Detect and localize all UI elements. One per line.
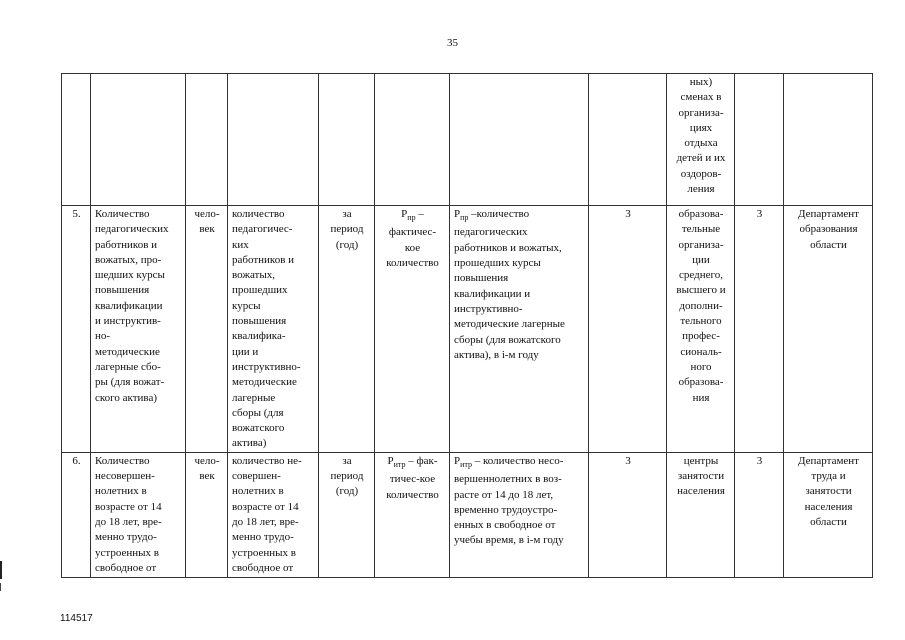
symbol-subscript: итр xyxy=(393,459,406,469)
cell-text-line: (год) xyxy=(335,485,359,498)
cell-text-line: век xyxy=(199,470,215,483)
cell-text-line: кое xyxy=(404,241,421,254)
cell-text-line: ния xyxy=(692,391,710,404)
cell-text-line: количество не- xyxy=(232,454,302,467)
cell-text-line: учебы время, в i-м году xyxy=(454,534,564,547)
cell-text-line: сборы (для xyxy=(232,406,284,419)
definition-cell xyxy=(228,452,319,577)
cell-text-line: ного xyxy=(690,360,712,373)
cell-text-line: свободное от xyxy=(232,561,294,574)
cell-text-line: возрасте от 14 xyxy=(95,500,162,513)
cell-text-line: устроенных в xyxy=(232,546,296,559)
cell-text-line: курсы xyxy=(232,299,261,312)
cell-text-line: области xyxy=(810,238,847,251)
cell-text-line: свободное от xyxy=(95,561,157,574)
cell-text-line: сиональ- xyxy=(680,345,722,358)
executor-cell xyxy=(784,452,873,577)
cell-text-line: период xyxy=(330,470,364,483)
cell-text-line: несовершен- xyxy=(95,470,155,483)
cell-text-line: повышения xyxy=(232,315,287,328)
cell-text-line: за xyxy=(342,208,352,220)
row-number: 5. xyxy=(62,206,91,453)
cell-text-line: ского актива) xyxy=(95,391,158,404)
symbol-subscript: итр xyxy=(460,459,472,469)
cell-text-line: возрасте от 14 xyxy=(232,500,299,513)
document-code: 114517 xyxy=(60,613,93,624)
cell-text-line: квалификации и xyxy=(454,287,531,300)
cell-text-line: временно трудоустро- xyxy=(454,503,558,516)
formula-cell xyxy=(450,206,589,453)
scan-margin-mark xyxy=(0,561,2,579)
table-row xyxy=(62,206,873,453)
unit-cell xyxy=(186,452,228,577)
indicator-name-cell xyxy=(91,206,186,453)
cell-text-line: и инструктив- xyxy=(95,315,161,328)
cell-text-line: работников и вожатых, xyxy=(454,241,562,254)
source-cell: 3 xyxy=(589,206,667,453)
cell-text-line: сборы (для вожатского xyxy=(454,333,561,346)
cell-text-line: $P_{пр}$ – xyxy=(401,208,424,223)
cell-text-line: вожатых, xyxy=(232,269,275,282)
cell-text-line: тельного xyxy=(680,315,722,328)
cell-text-line: нолетних в xyxy=(232,485,284,498)
cell-text-line: чело- xyxy=(194,208,220,220)
cell-text-line: $P_{итр}$ – количество несо- xyxy=(454,454,564,469)
unit-cell xyxy=(186,206,228,453)
formula-cell xyxy=(450,452,589,577)
page-number: 35 xyxy=(447,37,458,49)
executor-cell xyxy=(784,206,873,453)
cell-text-line: за xyxy=(342,454,352,467)
cell-text-line: прошедших курсы xyxy=(454,257,541,270)
symbol-cell xyxy=(375,452,450,577)
cell-text-line: отдыха xyxy=(684,137,718,150)
row-number: 6. xyxy=(62,452,91,577)
cell-text-line: повышения xyxy=(95,284,150,297)
cell-text-line: Количество xyxy=(95,208,150,220)
cell-text-line: центры xyxy=(683,454,719,467)
cell-text-line: количество xyxy=(386,257,439,270)
cell-text-line: тичес-кое xyxy=(389,473,436,486)
cell-text-line: циях xyxy=(689,121,713,134)
periodicity-cell: 3 xyxy=(735,206,784,453)
cell-text-line: ры (для вожат- xyxy=(95,376,165,389)
cell-text-line: ции и xyxy=(232,345,259,358)
cell-text-line: ких xyxy=(232,238,249,251)
indicator-name-cell xyxy=(91,452,186,577)
cell-text-line: актива), в i-м году xyxy=(454,348,539,361)
cell-text-line: образова- xyxy=(678,208,724,220)
continuation-cell xyxy=(667,74,735,206)
cell-text-line: среднего, xyxy=(679,269,723,282)
cell-text-line: квалификации xyxy=(95,299,163,312)
cell-text-line: занятости xyxy=(805,485,852,498)
cell-text-line: квалифика- xyxy=(232,330,286,343)
cell-text-line: работников и xyxy=(95,238,158,251)
cell-text-line: инструктивно- xyxy=(232,360,301,373)
cell-text-line: менно трудо- xyxy=(232,531,294,544)
cell-text-line: вожатых, про- xyxy=(95,253,162,266)
cell-text-line: Департамент xyxy=(797,454,859,467)
cell-text-line: педагогических xyxy=(454,226,528,239)
responsible-orgs-cell xyxy=(667,206,735,453)
cell-text-line: шедших курсы xyxy=(95,269,165,282)
cell-text-line: до 18 лет, вре- xyxy=(232,515,299,528)
cell-text-line: Количество xyxy=(95,454,150,467)
cell-text-line: количество xyxy=(386,488,439,501)
cell-text-line: актива) xyxy=(232,437,267,450)
cell-text-line: менно трудо- xyxy=(95,531,157,544)
cell-text-line: методические лагерные xyxy=(454,318,565,331)
cell-text-line: образования xyxy=(799,223,858,236)
cell-text-line: до 18 лет, вре- xyxy=(95,515,162,528)
cell-text-line: Департамент xyxy=(797,208,859,220)
cell-text-line: (год) xyxy=(335,238,359,251)
cell-text-line: лагерные сбо- xyxy=(95,360,161,373)
cell-text-line: $P_{пр}$ –количество xyxy=(454,208,530,223)
cell-text-line: инструктивно- xyxy=(454,302,523,315)
cell-text-line: енных в свободное от xyxy=(454,519,556,532)
cell-text-line: педагогичес- xyxy=(232,223,293,236)
cell-text-line: количество xyxy=(232,208,285,220)
cell-text-line: тельные xyxy=(681,223,721,236)
symbol-subscript: пр xyxy=(407,213,416,223)
cell-text-line: области xyxy=(810,515,847,528)
cell-text-line: труда и xyxy=(811,470,846,483)
scan-margin-mark xyxy=(0,583,1,591)
table-row-continuation xyxy=(62,74,873,206)
indicators-table xyxy=(61,73,873,578)
cell-text-line: детей и их xyxy=(676,152,726,165)
table-row xyxy=(62,452,873,577)
cell-text-line: совершен- xyxy=(232,470,281,483)
cell-text-line: населения xyxy=(677,485,725,498)
definition-cell xyxy=(228,206,319,453)
cell-text-line: ных) xyxy=(689,76,713,88)
cell-text-line: устроенных в xyxy=(95,546,159,559)
cell-text-line: оздоров- xyxy=(680,167,722,180)
cell-text-line: методические xyxy=(95,345,160,358)
cell-text-line: век xyxy=(199,223,215,236)
period-cell xyxy=(319,206,375,453)
cell-text-line: период xyxy=(330,223,364,236)
cell-text-line: повышения xyxy=(454,272,509,285)
cell-text-line: нолетних в xyxy=(95,485,147,498)
cell-text-line: методические xyxy=(232,376,297,389)
cell-text-line: населения xyxy=(804,500,853,513)
symbol-subscript: пр xyxy=(460,213,469,223)
source-cell: 3 xyxy=(589,452,667,577)
cell-text-line: $P_{итр} - фак-$ xyxy=(387,454,438,469)
periodicity-cell: 3 xyxy=(735,452,784,577)
cell-text-line: фактичес- xyxy=(388,226,437,239)
cell-text-line: занятости xyxy=(677,470,725,483)
symbol-cell xyxy=(375,206,450,453)
cell-text-line: профес- xyxy=(682,330,720,343)
cell-text-line: ции xyxy=(692,253,710,266)
cell-text-line: педагогических xyxy=(95,223,169,236)
cell-text-line: дополни- xyxy=(679,299,723,312)
cell-text-line: ления xyxy=(687,183,715,196)
cell-text-line: высшего и xyxy=(676,284,726,297)
cell-text-line: прошедших xyxy=(232,284,288,297)
cell-text-line: работников и xyxy=(232,253,295,266)
cell-text-line: образова- xyxy=(678,376,724,389)
cell-text-line: организа- xyxy=(678,106,724,119)
cell-text-line: вершеннолетних в воз- xyxy=(454,473,562,486)
cell-text-line: чело- xyxy=(194,454,220,467)
responsible-orgs-cell xyxy=(667,452,735,577)
cell-text-line: вожатского xyxy=(232,422,285,435)
cell-text-line: лагерные xyxy=(232,391,276,404)
cell-text-line: организа- xyxy=(678,238,724,251)
cell-text-line: сменах в xyxy=(680,91,722,104)
cell-text-line: расте от 14 до 18 лет, xyxy=(454,488,554,501)
period-cell xyxy=(319,452,375,577)
cell-text-line: но- xyxy=(95,330,111,343)
